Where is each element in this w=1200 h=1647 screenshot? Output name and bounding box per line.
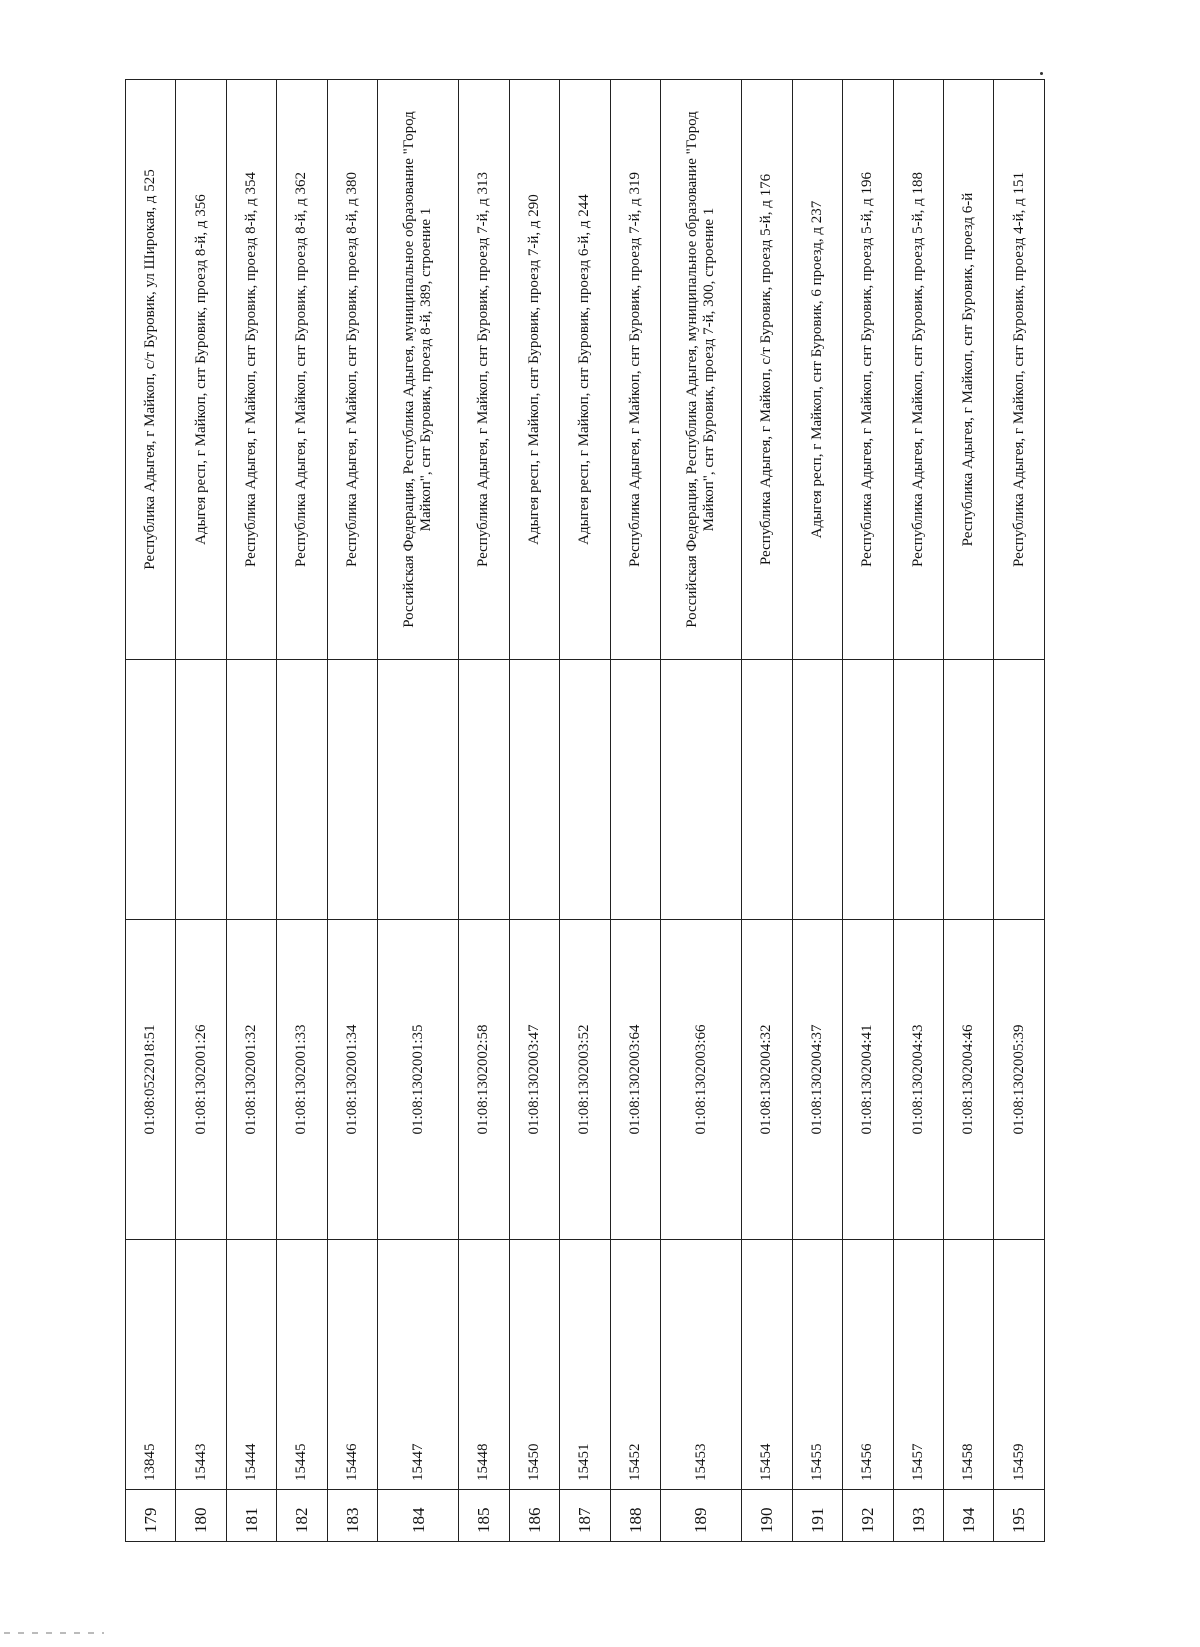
row-number-cell: 186 [509, 1490, 559, 1542]
empty-cell [994, 660, 1045, 920]
address-cell: Адыгея респ, г Майкоп, снт Буровик, проезд 7-й, д 290 [509, 80, 559, 660]
empty-cell [378, 660, 459, 920]
row-number-cell: 188 [610, 1490, 660, 1542]
address-cell: Адыгея респ, г Майкоп, снт Буровик, проезд 6-й, д 244 [560, 80, 610, 660]
empty-cell [226, 660, 276, 920]
cadastral-number-cell: 01:08:1302003:52 [560, 920, 610, 1240]
land-parcel-table [125, 79, 1045, 1542]
table-row [994, 80, 1045, 1542]
cadastral-number-cell: 01:08:1302003:66 [661, 920, 742, 1240]
table-row [610, 80, 660, 1542]
table-row [509, 80, 559, 1542]
row-number-cell: 182 [277, 1490, 327, 1542]
row-number-cell: 180 [176, 1490, 226, 1542]
table-row [843, 80, 893, 1542]
address-cell: Российская Федерация, Республика Адыгея, муниципальное образование "Город Майкоп", снт Буровик, проезд 8-й, 389, строение 1 [378, 80, 459, 660]
row-number-cell: 194 [944, 1490, 994, 1542]
record-id-cell: 15444 [226, 1240, 276, 1490]
empty-cell [126, 660, 176, 920]
address-cell: Республика Адыгея, г Майкоп, снт Буровик, проезд 6-й [944, 80, 994, 660]
table-row [176, 80, 226, 1542]
cadastral-number-cell: 01:08:1302001:34 [327, 920, 377, 1240]
table-row [459, 80, 509, 1542]
record-id-cell: 15443 [176, 1240, 226, 1490]
record-id-cell: 15451 [560, 1240, 610, 1490]
address-cell: Республика Адыгея, г Майкоп, с/т Буровик, ул Широкая, д 525 [126, 80, 176, 660]
address-cell: Республика Адыгея, г Майкоп, с/т Буровик, проезд 5-й, д 176 [742, 80, 792, 660]
cadastral-number-cell: 01:08:1302001:32 [226, 920, 276, 1240]
scan-noise [4, 1632, 104, 1634]
row-number-cell: 181 [226, 1490, 276, 1542]
record-id-cell: 15458 [944, 1240, 994, 1490]
row-number-cell: 195 [994, 1490, 1045, 1542]
cadastral-number-cell: 01:08:1302002:58 [459, 920, 509, 1240]
row-number-cell: 184 [378, 1490, 459, 1542]
empty-cell [742, 660, 792, 920]
record-id-cell: 15447 [378, 1240, 459, 1490]
cadastral-number-cell: 01:08:1302003:47 [509, 920, 559, 1240]
empty-cell [459, 660, 509, 920]
empty-cell [509, 660, 559, 920]
table-row [742, 80, 792, 1542]
record-id-cell: 15450 [509, 1240, 559, 1490]
record-id-cell: 15453 [661, 1240, 742, 1490]
row-number-cell: 191 [792, 1490, 842, 1542]
address-cell: Адыгея респ, г Майкоп, снт Буровик, 6 проезд, д 237 [792, 80, 842, 660]
address-cell: Республика Адыгея, г Майкоп, снт Буровик, проезд 7-й, д 313 [459, 80, 509, 660]
record-id-cell: 15445 [277, 1240, 327, 1490]
row-number-cell: 192 [843, 1490, 893, 1542]
cadastral-number-cell: 01:08:1302003:64 [610, 920, 660, 1240]
cadastral-number-cell: 01:08:1302004:43 [893, 920, 943, 1240]
cadastral-number-cell: 01:08:1302001:33 [277, 920, 327, 1240]
row-number-cell: 183 [327, 1490, 377, 1542]
rotated-table-wrapper [125, 80, 1045, 1542]
empty-cell [792, 660, 842, 920]
empty-cell [327, 660, 377, 920]
address-cell: Республика Адыгея, г Майкоп, снт Буровик, проезд 7-й, д 319 [610, 80, 660, 660]
row-number-cell: 187 [560, 1490, 610, 1542]
cadastral-number-cell: 01:08:1302004:32 [742, 920, 792, 1240]
empty-cell [277, 660, 327, 920]
scan-mark [1040, 72, 1043, 75]
address-cell: Республика Адыгея, г Майкоп, снт Буровик, проезд 5-й, д 196 [843, 80, 893, 660]
empty-cell [176, 660, 226, 920]
table-body [126, 80, 1045, 1542]
empty-cell [610, 660, 660, 920]
record-id-cell: 15457 [893, 1240, 943, 1490]
empty-cell [661, 660, 742, 920]
record-id-cell: 15456 [843, 1240, 893, 1490]
address-cell: Республика Адыгея, г Майкоп, снт Буровик, проезд 8-й, д 354 [226, 80, 276, 660]
record-id-cell: 15446 [327, 1240, 377, 1490]
cadastral-number-cell: 01:08:1302001:35 [378, 920, 459, 1240]
cadastral-number-cell: 01:08:1302005:39 [994, 920, 1045, 1240]
record-id-cell: 15452 [610, 1240, 660, 1490]
address-cell: Республика Адыгея, г Майкоп, снт Буровик, проезд 5-й, д 188 [893, 80, 943, 660]
record-id-cell: 15454 [742, 1240, 792, 1490]
table-row [378, 80, 459, 1542]
cadastral-number-cell: 01:08:1302001:26 [176, 920, 226, 1240]
table-row [893, 80, 943, 1542]
table-row [226, 80, 276, 1542]
record-id-cell: 15448 [459, 1240, 509, 1490]
cadastral-number-cell: 01:08:1302004:46 [944, 920, 994, 1240]
table-row [560, 80, 610, 1542]
cadastral-number-cell: 01:08:1302004:37 [792, 920, 842, 1240]
address-cell: Республика Адыгея, г Майкоп, снт Буровик, проезд 8-й, д 380 [327, 80, 377, 660]
address-cell: Республика Адыгея, г Майкоп, снт Буровик, проезд 4-й, д 151 [994, 80, 1045, 660]
row-number-cell: 190 [742, 1490, 792, 1542]
table-row [661, 80, 742, 1542]
empty-cell [944, 660, 994, 920]
empty-cell [560, 660, 610, 920]
record-id-cell: 13845 [126, 1240, 176, 1490]
record-id-cell: 15455 [792, 1240, 842, 1490]
table-row [944, 80, 994, 1542]
row-number-cell: 193 [893, 1490, 943, 1542]
table-row [126, 80, 176, 1542]
row-number-cell: 179 [126, 1490, 176, 1542]
table-row [792, 80, 842, 1542]
address-cell: Республика Адыгея, г Майкоп, снт Буровик, проезд 8-й, д 362 [277, 80, 327, 660]
row-number-cell: 189 [661, 1490, 742, 1542]
address-cell: Российская Федерация, Республика Адыгея, муниципальное образование "Город Майкоп", снт Буровик, проезд 7-й, 300, строение 1 [661, 80, 742, 660]
table-row [327, 80, 377, 1542]
row-number-cell: 185 [459, 1490, 509, 1542]
address-cell: Адыгея респ, г Майкоп, снт Буровик, проезд 8-й, д 356 [176, 80, 226, 660]
table-row [277, 80, 327, 1542]
cadastral-number-cell: 01:08:0522018:51 [126, 920, 176, 1240]
record-id-cell: 15459 [994, 1240, 1045, 1490]
cadastral-number-cell: 01:08:1302004:41 [843, 920, 893, 1240]
empty-cell [843, 660, 893, 920]
empty-cell [893, 660, 943, 920]
